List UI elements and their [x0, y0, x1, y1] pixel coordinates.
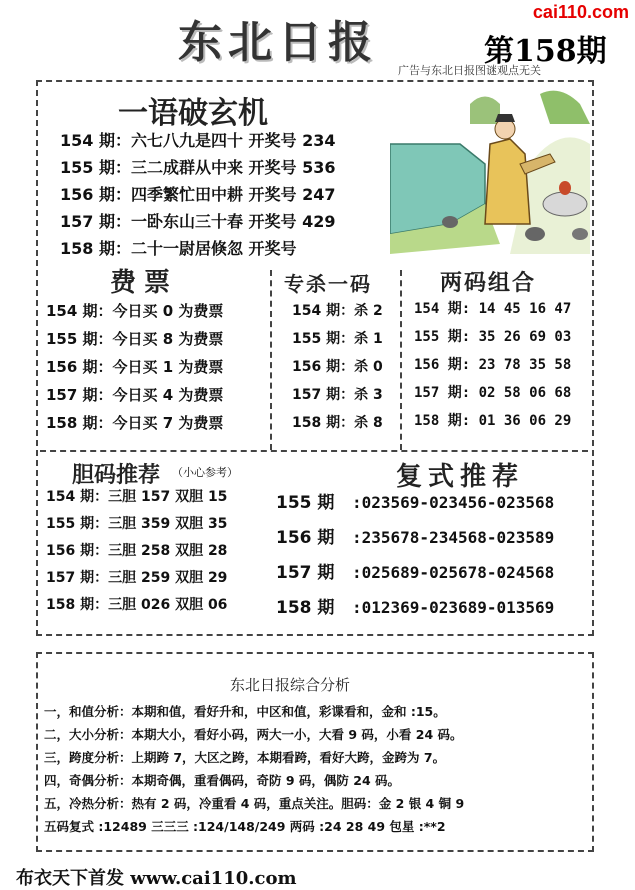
newspaper-title: 东北日报: [178, 17, 378, 68]
fushi-value: :025689-025678-024568: [352, 563, 555, 582]
fushi-period: 157 期: [276, 563, 335, 583]
shayima-row: 154 期：杀 2: [292, 303, 383, 319]
yiyu-row: 156 期：四季繁忙田中耕 开奖号 247: [60, 185, 336, 204]
fushi-row: [276, 488, 554, 523]
liangma-row: 155 期: 35 26 69 03: [414, 329, 572, 345]
fushi-period: 155 期: [276, 493, 335, 513]
shayima-list: [292, 300, 383, 440]
shayima-row: 157 期：杀 3: [292, 387, 383, 403]
liangma-list: [414, 298, 571, 438]
analysis-line: 三，跨度分析：上期跨 7，大区之跨，本期看跨，看好大跨，金跨为 7。: [44, 750, 446, 765]
divider: [40, 450, 588, 452]
liangma-row: 154 期: 14 45 16 47: [414, 301, 572, 317]
danma-note: （小心参考）: [172, 466, 238, 479]
liangma-row: 157 期: 02 58 06 68: [414, 385, 572, 401]
liangma-title: 两码组合: [440, 270, 537, 296]
feipiao-row: 155 期：今日买 8 为费票: [46, 330, 224, 348]
yiyu-row: 157 期：一卧东山三十春 开奖号 429: [60, 212, 336, 231]
site-logo: cai110.com: [532, 2, 629, 22]
disclaimer: 广告与东北日报图谜观点无关: [398, 64, 541, 77]
fushi-title: 复式推荐: [396, 462, 525, 492]
analysis-list: [44, 702, 464, 840]
feipiao-row: 158 期：今日买 7 为费票: [46, 414, 224, 432]
danma-row: 157 期：三胆 259 双胆 29: [46, 570, 228, 586]
divider: [400, 270, 402, 450]
danma-title: 胆码推荐: [72, 462, 161, 488]
fushi-list: [276, 488, 554, 628]
shayima-row: 156 期：杀 0: [292, 359, 383, 375]
analysis-line: 二，大小分析：本期大小，看好小码，两大一小，大看 9 码，小看 24 码。: [44, 727, 463, 742]
fushi-value: :235678-234568-023589: [352, 528, 555, 547]
issue-number: 第158期: [484, 34, 607, 69]
analysis-line: 四，奇偶分析：本期奇偶，重看偶码，奇防 9 码，偶防 24 码。: [44, 773, 401, 788]
yiyu-list: [60, 128, 336, 263]
feipiao-row: 156 期：今日买 1 为费票: [46, 358, 224, 376]
liangma-row: 156 期: 23 78 35 58: [414, 357, 572, 373]
danma-row: 155 期：三胆 359 双胆 35: [46, 516, 228, 532]
divider: [270, 270, 272, 450]
liangma-row: 158 期: 01 36 06 29: [414, 413, 572, 429]
feipiao-title: 费票: [110, 268, 179, 298]
scholar-illustration: [390, 84, 590, 254]
yiyu-row: 158 期：二十一尉居倏忽 开奖号: [60, 239, 297, 258]
feipiao-row: 157 期：今日买 4 为费票: [46, 386, 224, 404]
danma-row: 154 期：三胆 157 双胆 15: [46, 489, 228, 505]
yiyu-row: 154 期：六七八九是四十 开奖号 234: [60, 131, 336, 150]
fushi-row: [276, 593, 554, 628]
fushi-value: :023569-023456-023568: [352, 493, 555, 512]
shayima-row: 158 期：杀 8: [292, 415, 383, 431]
fushi-period: 156 期: [276, 528, 335, 548]
analysis-title: 东北日报综合分析: [230, 676, 351, 694]
fushi-row: [276, 523, 554, 558]
shayima-title: 专杀一码: [284, 272, 372, 296]
fushi-period: 158 期: [276, 598, 335, 618]
danma-list: [46, 486, 227, 621]
fushi-row: [276, 558, 554, 593]
fushi-value: :012369-023689-013569: [352, 598, 555, 617]
analysis-line: 五码复式 :12489 三三三 :124/148/249 两码 :24 28 49 包星 :**2: [44, 819, 446, 834]
yiyu-title: 一语破玄机: [118, 96, 268, 131]
danma-row: 156 期：三胆 258 双胆 28: [46, 543, 228, 559]
feipiao-row: 154 期：今日买 0 为费票: [46, 302, 224, 320]
danma-row: 158 期：三胆 026 双胆 06: [46, 597, 228, 613]
footer-text: 布衣天下首发 www.cai110.com: [16, 868, 297, 889]
analysis-line: 一，和值分析：本期和值，看好升和，中区和值，彩谍看和，金和 :15。: [44, 704, 446, 719]
analysis-line: 五，冷热分析：热有 2 码，冷重看 4 码，重点关注。胆码：金 2 银 4 铜 9: [44, 796, 465, 811]
yiyu-row: 155 期：三二成群从中来 开奖号 536: [60, 158, 336, 177]
shayima-row: 155 期：杀 1: [292, 331, 383, 347]
feipiao-list: [46, 300, 223, 440]
